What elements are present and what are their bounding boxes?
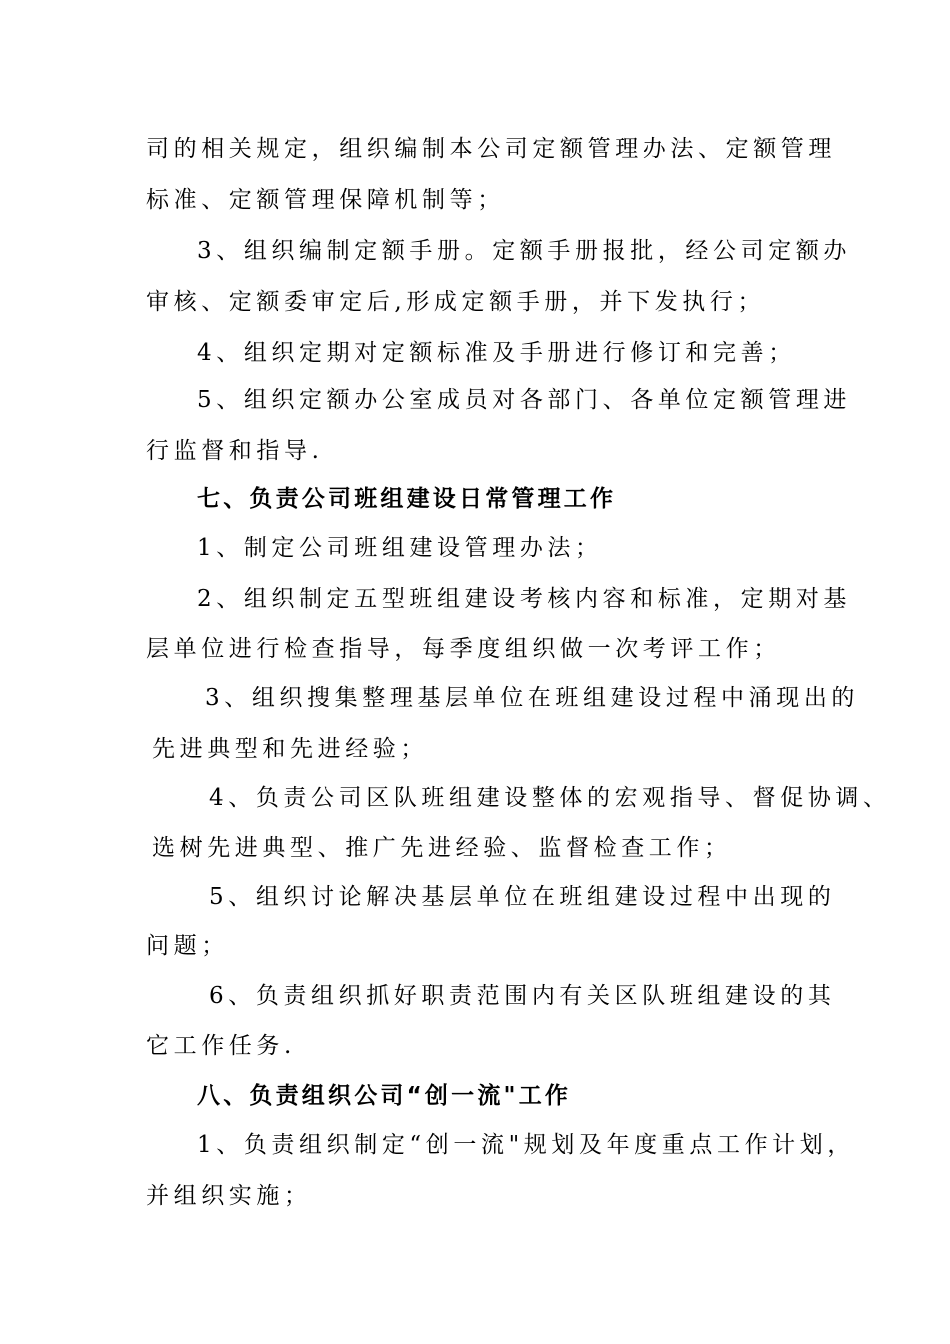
list-item-line: 选树先进典型、推广先进经验、监督检查工作； [152,835,732,861]
list-item-line: 它工作任务. [146,1033,296,1059]
list-item-line: 6、负责组织抓好职责范围内有关区队班组建设的其 [209,983,836,1009]
paragraph-line: 标准、定额管理保障机制等； [146,187,505,213]
list-item-line: 3、组织搜集整理基层单位在班组建设过程中涌现出的 [205,685,860,711]
list-item-line: 行监督和指导. [146,438,324,464]
list-item-line: 1、负责组织制定“创一流"规划及年度重点工作计划， [197,1132,855,1158]
list-item-line: 并组织实施； [146,1183,312,1209]
section-heading: 七、负责公司班组建设日常管理工作 [197,486,617,512]
list-item-line: 问题； [146,933,229,959]
list-item-line: 2、组织制定五型班组建设考核内容和标准，定期对基 [197,586,852,612]
list-item-line: 3、组织编制定额手册。定额手册报批，经公司定额办 [197,238,852,264]
paragraph-line: 司的相关规定，组织编制本公司定额管理办法、定额管理 [146,136,836,162]
list-item-line: 4、组织定期对定额标准及手册进行修订和完善； [197,340,796,366]
list-item-line: 1、制定公司班组建设管理办法； [197,535,603,561]
list-item-line: 先进典型和先进经验； [152,736,428,762]
list-item-line: 5、组织讨论解决基层单位在班组建设过程中出现的 [209,884,836,910]
list-item-line: 审核、定额委审定后,形成定额手册，并下发执行； [146,289,766,315]
list-item-line: 4、负责公司区队班组建设整体的宏观指导、督促协调、 [209,785,891,811]
list-item-line: 层单位进行检查指导，每季度组织做一次考评工作； [146,636,781,662]
section-heading: 八、负责组织公司“创一流"工作 [197,1083,572,1109]
list-item-line: 5、组织定额办公室成员对各部门、各单位定额管理进 [197,387,852,413]
